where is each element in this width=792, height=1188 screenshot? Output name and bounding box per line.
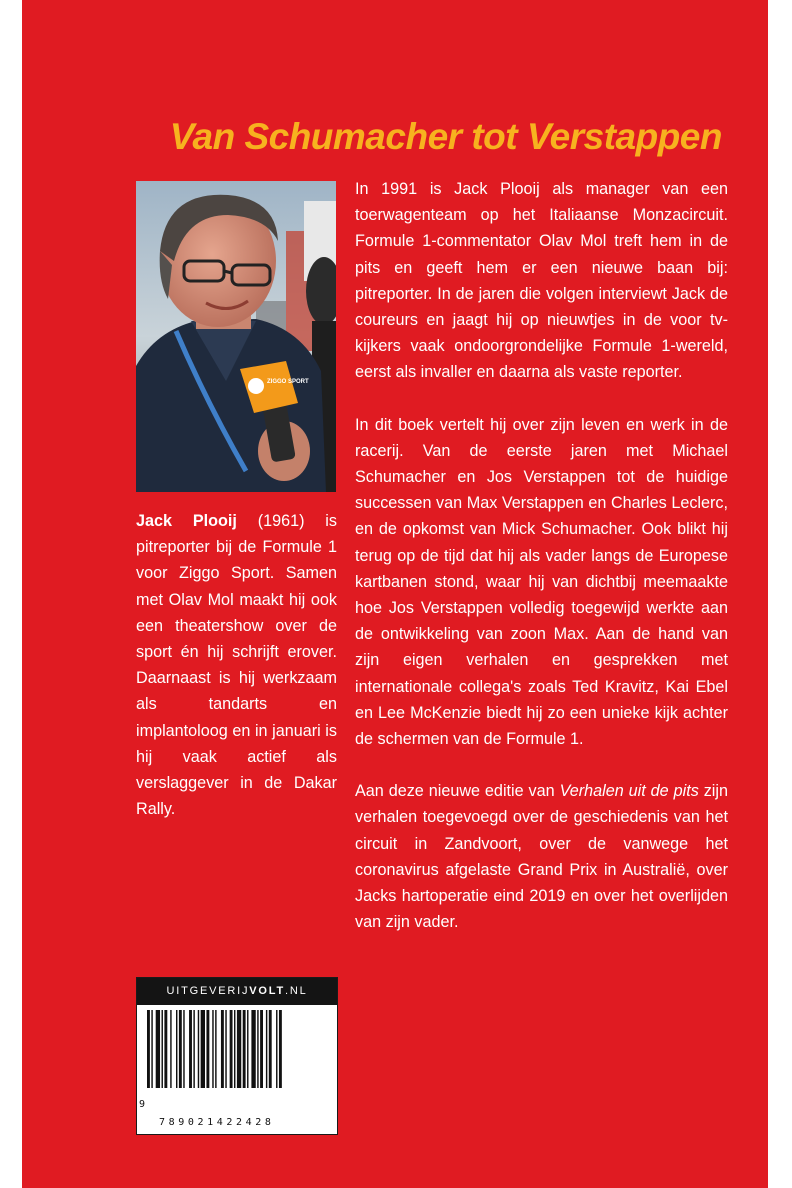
barcode-bar [183,1010,184,1088]
barcode-bar [212,1010,213,1088]
barcode-bar [164,1010,167,1088]
author-photo [136,181,336,492]
barcode-bar [243,1010,246,1088]
publisher-suffix: .NL [284,985,308,997]
barcode-bar [269,1010,272,1088]
barcode-bar [266,1010,267,1088]
barcode-bar [147,1010,150,1088]
isbn-first-digit: 9 [139,1099,146,1110]
barcode-bar [198,1010,199,1088]
barcode-bar [179,1010,182,1088]
barcode-bar [151,1010,152,1088]
barcode-bar [237,1010,241,1088]
barcode-bar [279,1010,282,1088]
barcode-bar [260,1010,263,1088]
barcode-bar [230,1010,233,1088]
barcode-bar [176,1010,177,1088]
barcode-bar [247,1010,248,1088]
barcode-bar [170,1010,171,1088]
description-paragraph-3-end: zijn verhalen toegevoegd over de geschiedenis van het circuit in Zandvoort, over de vanwege het coronavirus afgelaste Grand Prix in Australië, over Jacks hartoperatie eind 2019 en over het overlijden van zijn vader. [355,782,728,932]
book-title: Van Schumacher tot Verstappen [169,116,722,157]
description-paragraph-2: In dit boek vertelt hij over zijn leven en werk in de racerij. Van de eerste jaren met Michael Schumacher en Jos Verstappen tot de huidige successen van Max Verstappen en Charles Leclerc, en de opkomst van Mick Schumacher. Ook blikt hij terug op de tijd dat hij als vader langs de Europese kartbanen stond, waar hij van dichtbij meemaakte hoe Jos Verstappen volledig toegewijd werkte aan de ontwikkeling van zoon Max. Aan de hand van zijn eigen verhalen en gesprekken met internationale collega's zoals Ted Kravitz, Kai Ebel en Lee McKenzie biedt hij zo een unieke kijk achter de schermen van de Formule 1. [355,415,728,749]
barcode-bar [201,1010,205,1088]
author-name: Jack Plooij [136,512,237,530]
barcode-bar [206,1010,209,1088]
barcode-bar [156,1010,160,1088]
isbn-digits: 789021422428 [159,1117,275,1128]
barcode-bar [276,1010,277,1088]
barcode-bar [162,1010,163,1088]
barcode-bar [257,1010,258,1088]
publisher-name: VOLT [249,985,285,997]
barcode-bar [189,1010,192,1088]
publisher-website [137,978,337,1005]
author-bio-text: (1961) is pitreporter bij de Formule 1 voor Ziggo Sport. Samen met Olav Mol maakt hij ook een theatershow over de sport én hij schrijft erover. Daarnaast is hij werkzaam als tandarts en implantoloog en in januari is hij vaak actief als verslaggever in de Dakar Rally. [136,512,337,819]
author-photo-illustration [136,181,336,492]
barcode-bar [193,1010,194,1088]
barcode-icon [147,1010,327,1108]
barcode-bar [225,1010,226,1088]
description-paragraph-3 [355,778,728,935]
description-text [355,176,728,935]
barcode-bar [221,1010,224,1088]
microphone-brand-label: ZIGGO SPORT [267,379,309,385]
description-paragraph-3-start: Aan deze nieuwe editie van [355,782,560,801]
barcode-block [136,977,338,1135]
book-previous-title: Verhalen uit de pits [559,782,699,801]
barcode-bar [215,1010,216,1088]
author-bio [136,508,337,822]
book-back-cover [22,0,768,1188]
barcode-bar [251,1010,255,1088]
barcode-bar [234,1010,235,1088]
description-paragraph-1: In 1991 is Jack Plooij als manager van een toerwagenteam op het Italiaanse Monzacircuit. Formule 1-commentator Olav Mol treft hem in de pits en geeft hem er een nieuwe baan bij: pitreporter. In de jaren die volgen interviewt Jack de coureurs en jaagt hij op nieuwtjes in de voor tv-kijkers vaak ondoorgrondelijke Formule 1-wereld, eerst als invaller en daarna als vaste reporter. [355,180,728,382]
publisher-prefix: UITGEVERIJ [166,985,250,997]
